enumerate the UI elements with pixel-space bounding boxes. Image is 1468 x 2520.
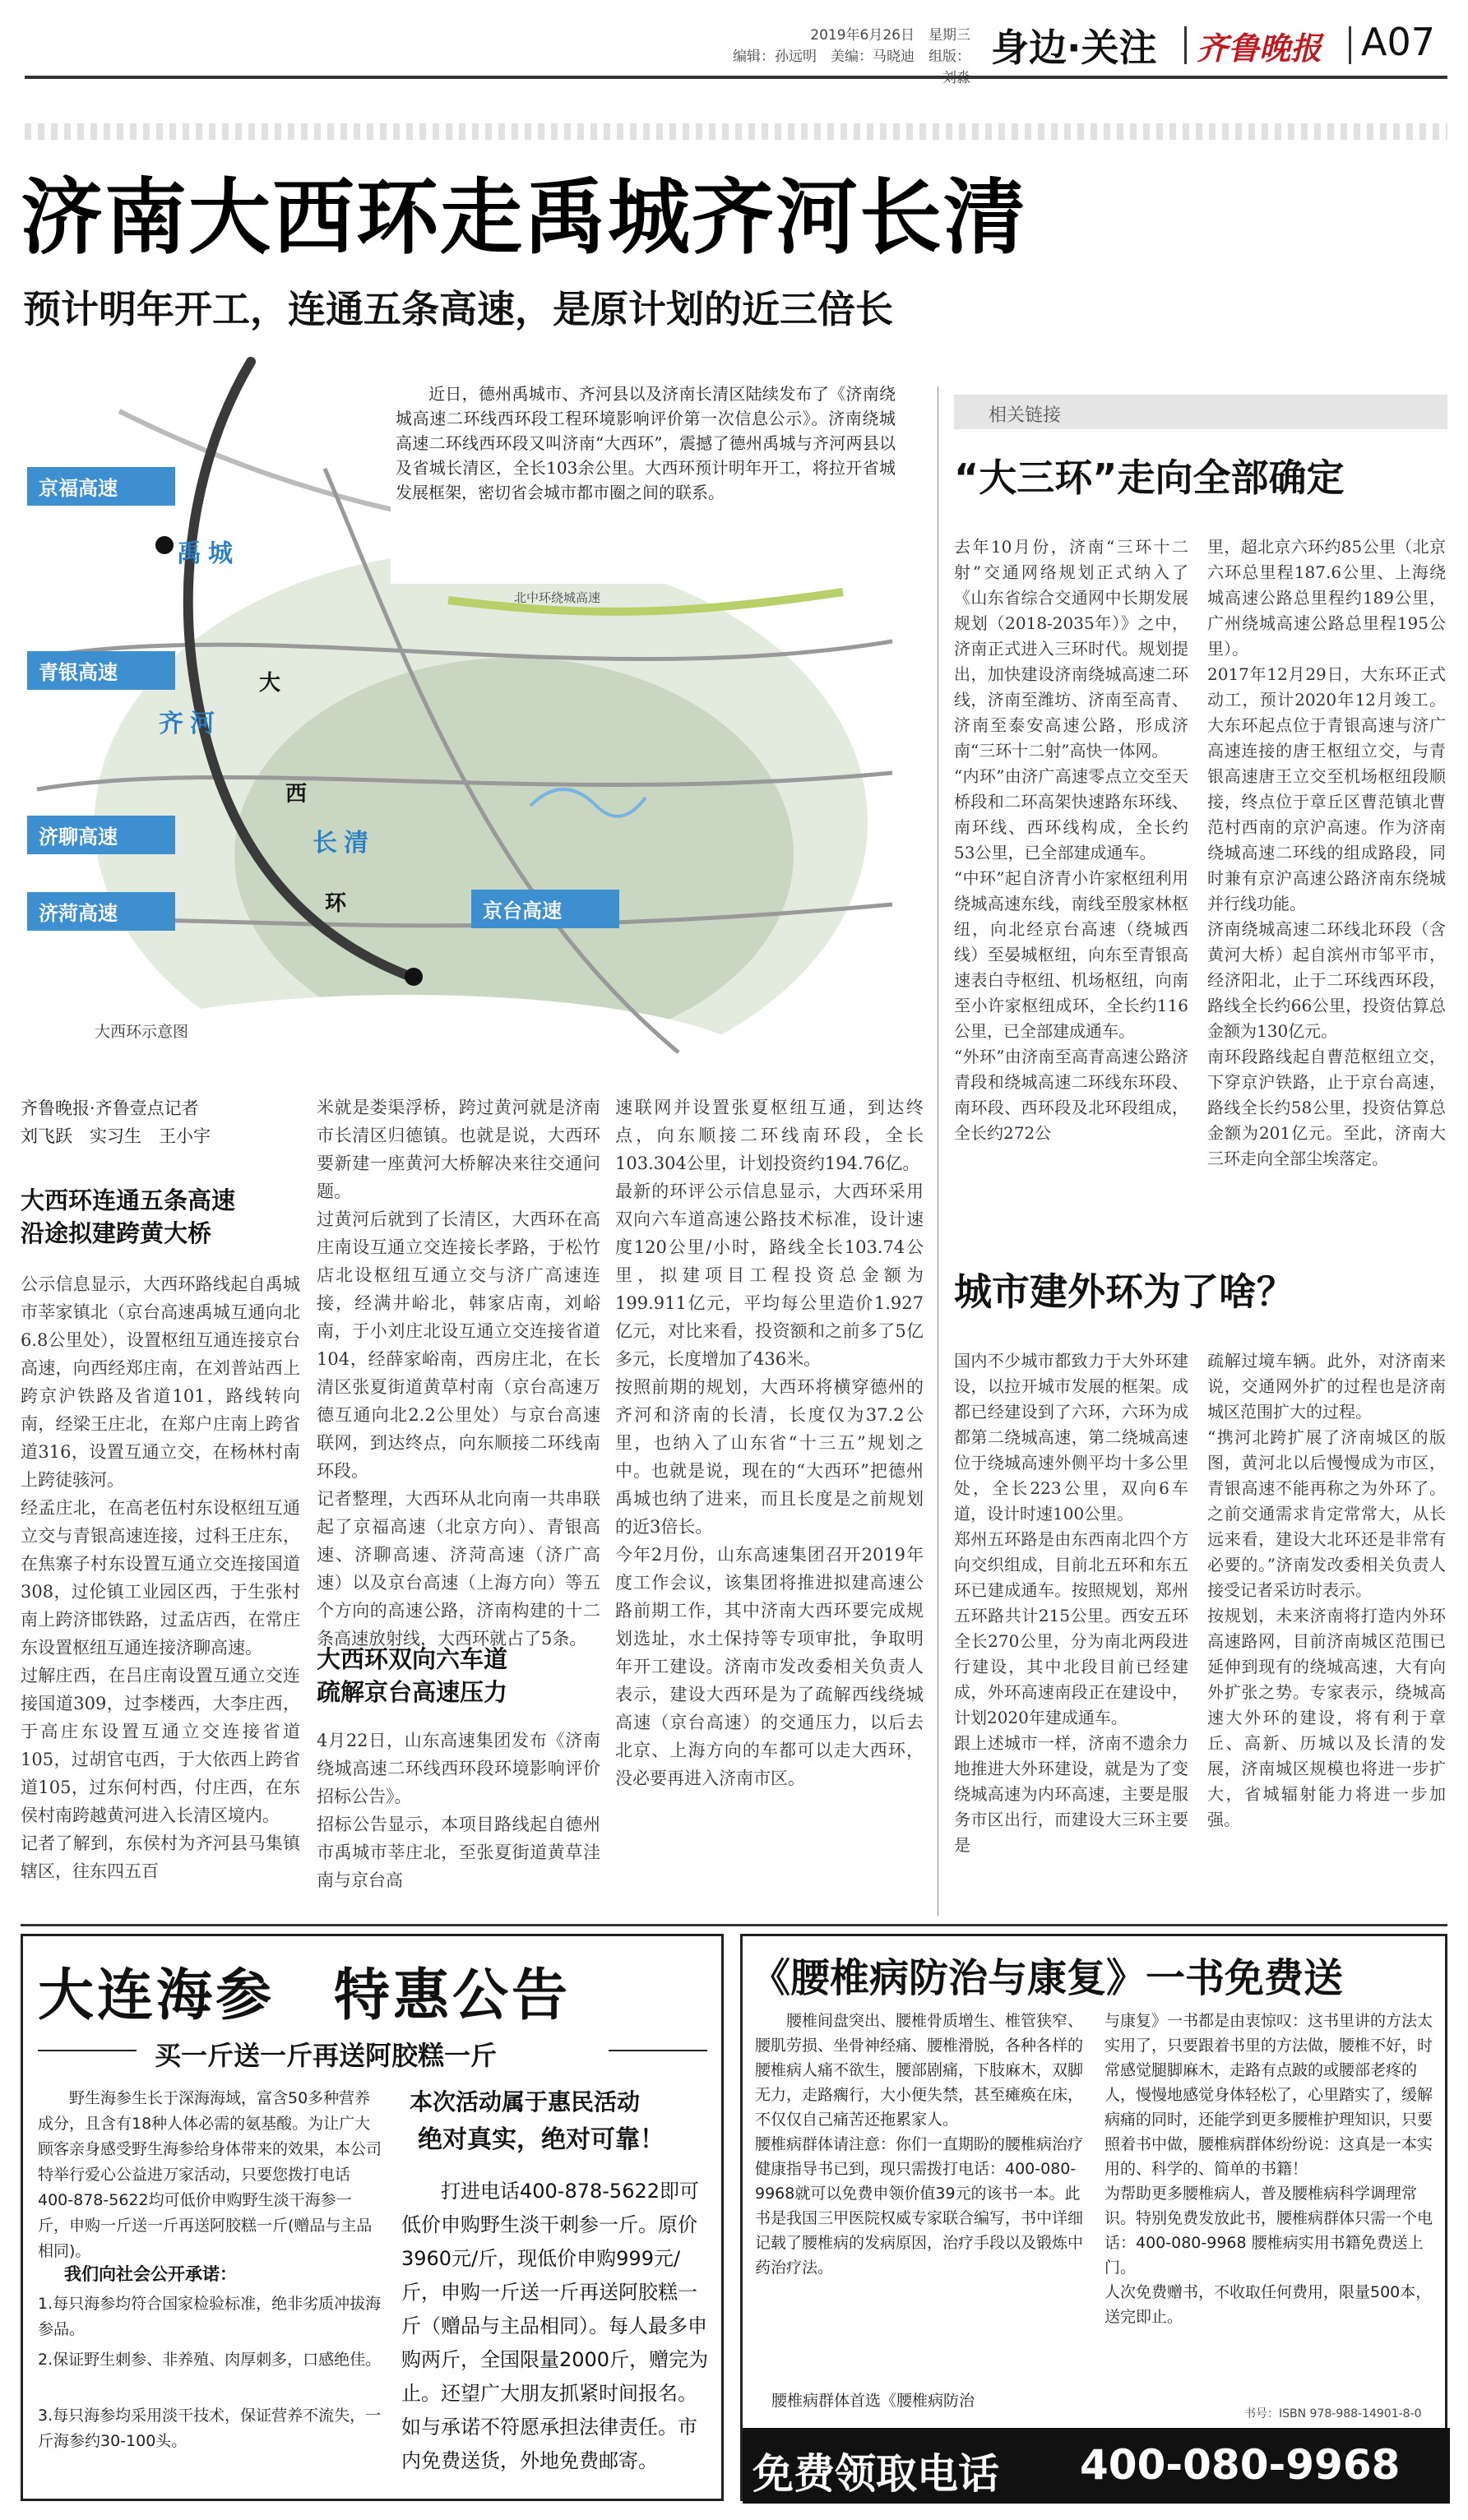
header-meta (724, 25, 970, 89)
outer-ring-title: 城市建外环为了啥？ (954, 1269, 1294, 1314)
related-right-col: 里，超北京六环约85公里（北京六环总里程187.6公里、上海绕城高速公路总里程约189公里，广州绕城高速公路总里程195公里）。 2017年12月29日，大东环正式动工，预计2020年12月竣工。大东环起点位于青银高速与济广高速连接的唐王枢纽立交，与青银高速唐王立交至机场枢纽段顺接，终点位于章丘区曹范镇北曹范村西南的京沪高速。作为济南绕城高速二环线的组成路段，同时兼有京沪高速公路济南东绕城并行线功能。 济南绕城高速二环线北环段（含黄河大桥）起自滨州市邹平市，经济阳北，止于二环线西环段，路线全长约66公里，投资估算总金额为130亿元。 南环段路线起自曹范枢纽立交，下穿京沪铁路，止于京台高速，路线全长约58公里，投资估算总金额为201亿元。至此，济南大三环走向全部尘埃落定。 (1207, 537, 1446, 1168)
lead-box (391, 378, 901, 584)
main-col-3: 速联网并设置张夏枢纽互通，到达终点，向东顺接二环线南环段，全长103.304公里，计划投资约194.76亿。 最新的环评公示信息显示，大西环采用双向六车道高速公路技术标准，设计速度120公里/小时，路线全长103.74公里，拟建项目工程投资总金额为199.911亿元，平均每公里造价1.927亿元，对比来看，投资额和之前多了5亿多元，长度增加了436米。 按照前期的规划，大西环将横穿德州的齐河和济南的长清，长度仅为37.2公里，也纳入了山东省“十三五”规划之中。也就是说，现在的“大西环”把德州禹城也纳了进来，而且长度是之前规划的近3倍长。 今年2月份，山东高速集团召开2019年度工作会议，该集团将推进拟建高速公路前期工作，其中济南大西环要完成规划选址，水土保持等专项审批，争取明年开工建设。济南市发改委相关负责人表示，建设大西环是为了疏解西线绕城高速（京台高速）的交通压力，以后去北京、上海方向的车都可以走大西环，没必要再进入济南市区。 (615, 1098, 924, 1788)
ad-spine-book (740, 1934, 1447, 2501)
ad-sea-cucumber (21, 1934, 724, 2501)
ad2-phone-label: 免费领取电话 (753, 2450, 999, 2498)
ad1-body: 野生海参生长于深海海域，富含50多种营养成分，且含有18种人体必需的氨基酸。为让广大顾客亲身感受野生海参给身体带来的效果，本公司特举行爱心公益进万家活动，只要您拨打电话400-878-5622均可低价申购野生淡干海参一斤，申购一斤送一斤再送阿胶糕一斤(赠品与主品相同)。 (38, 2089, 382, 2260)
main-col-2a: 米就是娄渠浮桥，跨过黄河就是济南市长清区归德镇。也就是说，大西环要新建一座黄河大桥解决来往交通问题。 过黄河后就到了长清区，大西环在高庄南设互通立交连接长孝路，于松竹店北设枢纽互通立交与济广高速连接，经满井峪北，韩家店南，刘峪南，于小刘庄北设互通立交连接省道104，经薛家峪南，西房庄北，在长清区张夏街道黄草村南（京台高速万德互通向北2.2公里处）与京台高速联网，到达终点，向东顺接二环线南环段。 记者整理，大西环从北向南一共串联起了京福高速（北京方向）、青银高速、济聊高速、济菏高速（济广高速）以及京台高速（上海方向）等五个方向的高速公路，济南构建的十二条高速放射线，大西环就占了5条。 (317, 1098, 600, 1648)
ad1-right-body: 打进电话400-878-5622即可低价申购野生淡干刺参一斤。原价3960元/斤，现低价申购999元/斤，申购一斤送一斤再送阿胶糕一斤（赠品与主品相同）。每人最多申购两斤，全国限量2000斤，赠完为止。还望广大朋友抓紧时间报名。如与承诺不符愿承担法律责任。市内免费送货，外地免费邮寄。 (401, 2180, 709, 2472)
region-label-qihe: 齐河 (159, 710, 221, 738)
ad2-phone-number: 400-080-9968 (1080, 2441, 1401, 2489)
road-label-jingfu: 京福高速 (27, 467, 175, 506)
ad2-phone-banner (743, 2428, 1450, 2504)
related-title: “大三环”走向全部确定 (954, 455, 1345, 500)
ring-char-3: 环 (325, 891, 347, 916)
related-left-col: 去年10月份，济南“三环十二射”交通网络规划正式纳入了《山东省综合交通网中长期发展规划（2018-2035年）》之中，济南正式进入三环时代。规划提出，加快建设济南绕城高速二环线，济南至潍坊、济南至高青、济南至泰安高速公路，形成济南“三环十二射”高快一体网。 “内环”由济广高速零点立交至天桥段和二环高架快速路东环线、南环线、西环线构成，全长约53公里，已全部建成通车。 “中环”起自济青小许家枢纽利用绕城高速东线，南线至殷家林枢纽，向北经京台高速（绕城西线）至晏城枢纽，向东至青银高速表白寺枢纽、机场枢纽，向南至小许家枢纽成环，全长约116公里，已全部建成通车。 “外环”由济南至高青高速公路济青段和绕城高速二环线东环段、南环段、西环段及北环段组成，全长约272公 (954, 537, 1188, 1143)
outer-left-col: 国内不少城市都致力于大外环建设，以拉开城市发展的框架。成都已经建设到了六环，六环为成都第二绕城高速，第二绕城高速位于绕城高速外侧平均十多公里处，全长223公里，双向6车道，设计时速100公里。 郑州五环路是由东西南北四个方向交织组成，目前北五环和东五环已建成通车。按照规划，郑州五环路共计215公里。西安五环全长270公里，分为南北两段进行建设，其中北段目前已经建成，外环高速南段正在建设中，计划2020年建成通车。 跟上述城市一样，济南不遗余力地推进大外环建设，就是为了变绕城高速为内环高速，主要是服务市区出行，而建设大三环主要是 (954, 1351, 1188, 1855)
section-name: 身边·关注 (991, 25, 1157, 70)
byline-reporters: 刘飞跃 实习生 王小宇 (21, 1126, 211, 1146)
subhead-five-highways: 大西环连通五条高速 沿途拟建跨黄大桥 (21, 1186, 236, 1247)
ad1-right-head-2: 绝对真实，绝对可靠！ (418, 2125, 665, 2154)
byline-agency: 齐鲁晚报·齐鲁壹点记者 (21, 1098, 199, 1118)
north-ring-label: 北中环绕城高速 (514, 590, 601, 605)
subheadline: 预计明年开工，连通五条高速，是原计划的近三倍长 (23, 287, 893, 331)
road-label-qingyin: 青银高速 (27, 651, 175, 690)
issue-weekday: 星期三 (928, 27, 970, 44)
page-number: A07 (1361, 20, 1436, 64)
ad1-subtitle: 买一斤送一斤再送阿胶糕一斤 (155, 2040, 498, 2071)
issue-date: 2019年6月26日 (810, 27, 915, 44)
ad1-promise-3: 3.每只海参均采用淡干技术，保证营养不流失，一斤海参约30-100头。 (38, 2407, 382, 2450)
ring-char-2: 西 (285, 782, 308, 807)
ad1-promise-head: 我们向社会公开承诺： (64, 2264, 237, 2284)
road-label-jingtai: 京台高速 (471, 890, 619, 928)
headline: 济南大西环走禹城齐河长清 (21, 169, 1027, 266)
ad1-title: 大连海参 特惠公告 (38, 1963, 572, 2028)
main-col-2b: 4月22日，山东高速集团发布《济南绕城高速二环线西环段环境影响评价招标公告》。 招标公告显示，本项目路线起自德州市禹城市莘庄北，至张夏街道黄草洼南与京台高 (317, 1731, 600, 1890)
ad2-title: 《腰椎病防治与康复》一书免费送 (751, 1955, 1344, 2001)
ad1-right-head-1: 本次活动属于惠民活动 (410, 2088, 641, 2115)
region-label-changqing: 长清 (313, 829, 375, 858)
main-col-1: 公示信息显示，大西环路线起自禹城市莘家镇北（京台高速禹城互通向北6.8公里处），设置枢纽互通连接京台高速，向西经郑庄南，在刘普站西上跨京沪铁路及省道101，路线转向南，经梁王庄北，在郑户庄南上跨省道316，设置互通立交，在杨林村南上跨徒骇河。 经孟庄北，在高老伍村东设枢纽互通立交与青银高速连接，过科王庄东，在焦寨子村东设置互通立交连接国道308，过伦镇工业园区西，于生张村南上跨济邯铁路，过孟店西，在常庄东设置枢纽互通连接济聊高速。 过解庄西，在吕庄南设置互通立交连接国道309，过李楼西，大李庄西，于高庄东设置互通立交连接省道105，过胡官屯西，于大依西上跨省道105，过东何村西，付庄西，在东侯村南跨越黄河进入长清区境内。 记者了解到，东侯村为齐河县马集镇辖区，往东四五百 (21, 1274, 300, 1881)
subhead-six-lanes: 大西环双向六车道 疏解京台高速压力 (317, 1645, 508, 1706)
route-map (21, 345, 933, 1069)
map-caption: 大西环示意图 (95, 1023, 189, 1041)
ring-char-1: 大 (259, 671, 281, 696)
lead-paragraph: 近日，德州禹城市、齐河县以及济南长清区陆续发布了《济南绕城高速二环线西环段工程环境影响评价第一次信息公示》。济南绕城高速二环线西环段又叫济南“大西环”，震撼了德州禹城与齐河两县以及省城长清区，全长103余公里。大西环预计明年开工，将拉开省城发展框架，密切省会城市都市圈之间的联系。 (396, 384, 896, 502)
ad2-right-body: 与康复》一书都是由衷惊叹：这书里讲的方法太实用了，只要跟着书里的方法做，腰椎不好，时常感觉腿脚麻木，走路有点跛的或腰部老疼的人，慢慢地感觉身体轻松了，心里踏实了，缓解病痛的同时，还能学到更多腰椎护理知识，只要照着书中做，腰椎病群体纷纷说：这真是一本实用的、科学的、简单的书籍！ 为帮助更多腰椎病人，普及腰椎病科学调理常识。特别免费发放此书，腰椎病群体只需一个电话：400-080-9968 腰椎病实用书籍免费送上门。 人次免费赠书，不收取任何费用，限量500本，送完即止。 (1104, 2012, 1433, 2326)
road-label-jiliao: 济聊高速 (27, 816, 175, 854)
editor-credits: 编辑：孙远明 美编：马晓迪 组版： (733, 49, 970, 65)
ad2-left-body: 腰椎间盘突出、腰椎骨质增生、椎管狭窄、腰肌劳损、坐骨神经痛、腰椎滑脱，各种各样的腰椎病人痛不欲生，腰部剧痛，下肢麻木，双脚无力，走路瘸行，大小便失禁，甚至瘫痪在床，不仅仅自己痛苦还拖累家人。 腰椎病群体请注意：你们一直期盼的腰椎病治疗健康指导书已到，现只需拨打电话：400-080-9968就可以免费申领价值39元的该书一本。此书是我国三甲医院权威专家联合编写，书中详细记载了腰椎病的发病原因，治疗手段以及锻炼中药治疗法。 (755, 2012, 1084, 2277)
road-label-jihe: 济菏高速 (27, 892, 175, 931)
ad2-sign: 腰椎病群体首选《腰椎病防治 (771, 2392, 975, 2410)
outer-right-col: 疏解过境车辆。此外，对济南来说，交通网外扩的过程也是济南城区范围扩大的过程。 “携河北跨扩展了济南城区的版图，黄河北以后慢慢成为市区，青银高速不能再称之为外环了。之前交通需求肯定常常大，从长远来看，建设大北环还是非常有必要的。”济南发改委相关负责人接受记者采访时表示。 按规划，未来济南将打造内外环高速路网，目前济南城区范围已延伸到现有的绕城高速，大有向外扩张之势。专家表示，绕城高速大外环的建设，将有利于章丘、高新、历城以及长清的发展，济南城区规模也将进一步扩大，省城辐射能力将进一步加强。 (1207, 1351, 1446, 1829)
ad2-isbn: 书号：ISBN 978-988-14901-8-0 (1244, 2407, 1422, 2421)
related-tag-label: 相关链接 (989, 405, 1062, 426)
region-label-yucheng: 禹城 (177, 539, 239, 568)
related-tag (954, 395, 1447, 429)
ad1-promise-2: 2.保证野生刺参、非养殖、肉厚刺多，口感绝佳。 (38, 2351, 382, 2369)
ad1-promise-1: 1.每只海参均符合国家检验标准，绝非劣质冲拔海参品。 (38, 2295, 382, 2338)
masthead-logo: 齐鲁晚报 (1197, 30, 1322, 67)
